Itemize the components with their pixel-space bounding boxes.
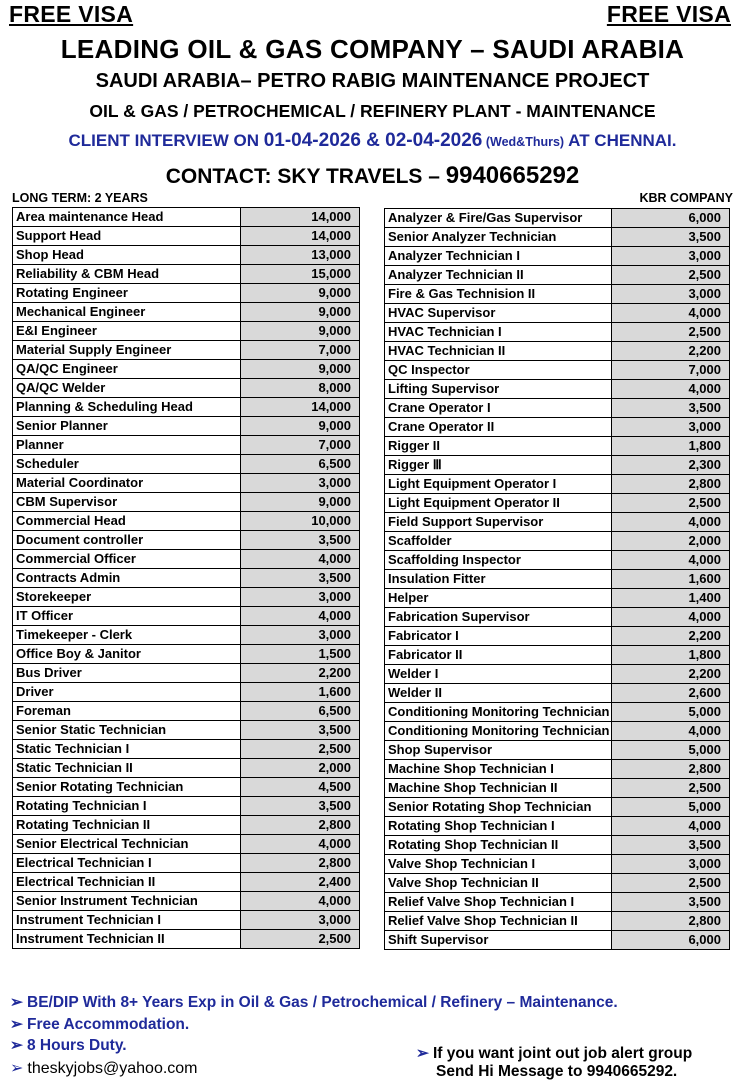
table-row xyxy=(385,247,730,266)
salary-value: 2,800 xyxy=(612,760,730,779)
table-row xyxy=(385,418,730,437)
salary-value: 5,000 xyxy=(612,703,730,722)
job-title: HVAC Supervisor xyxy=(385,304,612,323)
job-title: Scaffolding Inspector xyxy=(385,551,612,570)
salary-value: 2,800 xyxy=(612,475,730,494)
table-row xyxy=(385,342,730,361)
job-title: QC Inspector xyxy=(385,361,612,380)
table-row xyxy=(385,931,730,950)
table-row xyxy=(13,398,360,417)
table-row xyxy=(385,874,730,893)
salary-value: 5,000 xyxy=(612,798,730,817)
salary-value: 3,000 xyxy=(241,626,360,645)
table-row xyxy=(13,493,360,512)
table-row xyxy=(385,817,730,836)
salary-value: 2,400 xyxy=(241,873,360,892)
job-title: Rotating Shop Technician II xyxy=(385,836,612,855)
job-title: Area maintenance Head xyxy=(13,208,241,227)
salary-value: 4,000 xyxy=(612,722,730,741)
salary-value: 6,500 xyxy=(241,455,360,474)
table-row xyxy=(13,683,360,702)
salary-value: 4,000 xyxy=(241,835,360,854)
table-row xyxy=(385,741,730,760)
salary-value: 1,800 xyxy=(612,646,730,665)
job-title: Relief Valve Shop Technician I xyxy=(385,893,612,912)
salary-value: 4,000 xyxy=(241,892,360,911)
table-row xyxy=(385,475,730,494)
job-title: Bus Driver xyxy=(13,664,241,683)
job-title: Crane Operator II xyxy=(385,418,612,437)
table-row xyxy=(13,835,360,854)
job-title: Analyzer Technician II xyxy=(385,266,612,285)
job-title: Lifting Supervisor xyxy=(385,380,612,399)
left-jobs-table xyxy=(12,207,360,949)
job-title: Machine Shop Technician I xyxy=(385,760,612,779)
table-row xyxy=(13,246,360,265)
job-title: Rigger II xyxy=(385,437,612,456)
headline: LEADING OIL & GAS COMPANY – SAUDI ARABIA xyxy=(60,34,685,64)
table-row xyxy=(13,265,360,284)
table-row xyxy=(13,759,360,778)
table-row xyxy=(385,494,730,513)
job-title: Conditioning Monitoring Technician xyxy=(385,703,612,722)
job-title: QA/QC Engineer xyxy=(13,360,241,379)
sector-line: OIL & GAS / PETROCHEMICAL / REFINERY PLANT - MAINTENANCE xyxy=(89,101,656,121)
table-row xyxy=(13,626,360,645)
interview-prefix: CLIENT INTERVIEW ON xyxy=(68,131,264,150)
salary-value: 3,000 xyxy=(241,474,360,493)
table-row xyxy=(385,228,730,247)
salary-value: 2,500 xyxy=(612,874,730,893)
salary-value: 5,000 xyxy=(612,741,730,760)
job-title: Office Boy & Janitor xyxy=(13,645,241,664)
job-title: Fabricator II xyxy=(385,646,612,665)
salary-value: 3,000 xyxy=(241,588,360,607)
table-row xyxy=(385,361,730,380)
table-row xyxy=(13,816,360,835)
job-title: Analyzer Technician I xyxy=(385,247,612,266)
salary-value: 9,000 xyxy=(241,493,360,512)
table-row xyxy=(385,570,730,589)
table-row xyxy=(385,798,730,817)
job-title: Machine Shop Technician II xyxy=(385,779,612,798)
salary-value: 14,000 xyxy=(241,227,360,246)
job-title: Scheduler xyxy=(13,455,241,474)
job-title: Document controller xyxy=(13,531,241,550)
interview-days: (Wed&Thurs) xyxy=(482,135,565,149)
job-title: Senior Analyzer Technician xyxy=(385,228,612,247)
job-title: Planner xyxy=(13,436,241,455)
contact-line xyxy=(0,162,745,190)
table-row xyxy=(13,341,360,360)
job-title: Support Head xyxy=(13,227,241,246)
table-row xyxy=(385,760,730,779)
job-title: Scaffolder xyxy=(385,532,612,551)
salary-value: 4,000 xyxy=(612,817,730,836)
salary-value: 3,500 xyxy=(612,893,730,912)
table-row xyxy=(385,551,730,570)
table-row xyxy=(385,589,730,608)
job-title: E&I Engineer xyxy=(13,322,241,341)
salary-value: 4,000 xyxy=(241,607,360,626)
contact-label: CONTACT: SKY TRAVELS – xyxy=(165,165,446,188)
table-row xyxy=(13,778,360,797)
table-row xyxy=(13,455,360,474)
job-title: Contracts Admin xyxy=(13,569,241,588)
salary-value: 4,000 xyxy=(612,551,730,570)
job-title: Insulation Fitter xyxy=(385,570,612,589)
job-title: Driver xyxy=(13,683,241,702)
table-row xyxy=(385,627,730,646)
table-row xyxy=(385,399,730,418)
job-title: Instrument Technician I xyxy=(13,911,241,930)
job-title: Senior Static Technician xyxy=(13,721,241,740)
table-row xyxy=(385,646,730,665)
table-row xyxy=(385,893,730,912)
table-row xyxy=(385,855,730,874)
salary-value: 7,000 xyxy=(241,436,360,455)
table-row xyxy=(385,285,730,304)
table-row xyxy=(13,930,360,949)
salary-value: 2,300 xyxy=(612,456,730,475)
salary-value: 2,200 xyxy=(612,342,730,361)
free-visa-right: FREE VISA xyxy=(606,1,731,27)
job-title: Electrical Technician I xyxy=(13,854,241,873)
job-title: Rotating Technician II xyxy=(13,816,241,835)
table-row xyxy=(13,740,360,759)
alert-line-2: Send Hi Message to 9940665292. xyxy=(436,1063,678,1080)
table-row xyxy=(13,550,360,569)
salary-value: 1,600 xyxy=(241,683,360,702)
salary-value: 4,000 xyxy=(612,608,730,627)
job-title: Rotating Engineer xyxy=(13,284,241,303)
table-row xyxy=(385,779,730,798)
job-title: Relief Valve Shop Technician II xyxy=(385,912,612,931)
job-title: Shift Supervisor xyxy=(385,931,612,950)
table-row xyxy=(13,911,360,930)
salary-value: 2,500 xyxy=(241,740,360,759)
table-row xyxy=(13,607,360,626)
salary-value: 1,600 xyxy=(612,570,730,589)
salary-value: 2,500 xyxy=(241,930,360,949)
salary-value: 3,500 xyxy=(241,797,360,816)
email-link[interactable]: theskyjobs@yahoo.com xyxy=(27,1059,198,1077)
table-row xyxy=(13,702,360,721)
job-title: Field Support Supervisor xyxy=(385,513,612,532)
salary-value: 7,000 xyxy=(241,341,360,360)
job-title: Fire & Gas Technision II xyxy=(385,285,612,304)
company-label: KBR COMPANY xyxy=(639,191,733,205)
salary-value: 9,000 xyxy=(241,303,360,322)
job-title: HVAC Technician II xyxy=(385,342,612,361)
alert-line-1: ➢ If you want joint out job alert group xyxy=(416,1045,693,1062)
salary-value: 3,000 xyxy=(612,418,730,437)
table-row xyxy=(385,836,730,855)
job-title: Electrical Technician II xyxy=(13,873,241,892)
table-row xyxy=(13,512,360,531)
job-title: Reliability & CBM Head xyxy=(13,265,241,284)
salary-value: 2,800 xyxy=(241,816,360,835)
job-title: Helper xyxy=(385,589,612,608)
salary-value: 2,200 xyxy=(241,664,360,683)
salary-value: 14,000 xyxy=(241,398,360,417)
table-row xyxy=(385,266,730,285)
salary-value: 3,500 xyxy=(612,399,730,418)
salary-value: 2,500 xyxy=(612,779,730,798)
table-row xyxy=(13,721,360,740)
table-row xyxy=(13,322,360,341)
table-row xyxy=(13,303,360,322)
table-row xyxy=(13,873,360,892)
salary-value: 4,000 xyxy=(612,304,730,323)
table-row xyxy=(13,531,360,550)
job-title: Planning & Scheduling Head xyxy=(13,398,241,417)
table-row xyxy=(385,912,730,931)
table-row xyxy=(385,532,730,551)
salary-value: 3,500 xyxy=(241,569,360,588)
table-row xyxy=(13,227,360,246)
salary-value: 1,800 xyxy=(612,437,730,456)
salary-value: 8,000 xyxy=(241,379,360,398)
job-title: Valve Shop Technician I xyxy=(385,855,612,874)
salary-value: 4,000 xyxy=(612,513,730,532)
salary-value: 9,000 xyxy=(241,360,360,379)
job-title: Rigger Ⅲ xyxy=(385,456,612,475)
salary-value: 7,000 xyxy=(612,361,730,380)
table-row xyxy=(385,456,730,475)
table-row xyxy=(13,208,360,227)
salary-value: 2,800 xyxy=(241,854,360,873)
salary-value: 3,000 xyxy=(612,855,730,874)
salary-value: 9,000 xyxy=(241,417,360,436)
salary-value: 3,500 xyxy=(241,721,360,740)
table-row xyxy=(13,664,360,683)
salary-value: 3,000 xyxy=(612,247,730,266)
job-title: Commercial Officer xyxy=(13,550,241,569)
salary-value: 2,200 xyxy=(612,627,730,646)
table-row xyxy=(13,436,360,455)
job-title: Valve Shop Technician II xyxy=(385,874,612,893)
table-row xyxy=(13,417,360,436)
salary-value: 2,200 xyxy=(612,665,730,684)
salary-value: 2,500 xyxy=(612,323,730,342)
long-term-label: LONG TERM: 2 YEARS xyxy=(12,191,148,205)
table-row xyxy=(13,569,360,588)
salary-value: 2,500 xyxy=(612,494,730,513)
job-title: Fabrication Supervisor xyxy=(385,608,612,627)
job-title: Instrument Technician II xyxy=(13,930,241,949)
salary-value: 10,000 xyxy=(241,512,360,531)
job-title: Foreman xyxy=(13,702,241,721)
project-title: SAUDI ARABIA– PETRO RABIG MAINTENANCE PROJECT xyxy=(95,70,650,92)
table-row xyxy=(385,437,730,456)
job-title: Senior Electrical Technician xyxy=(13,835,241,854)
table-row xyxy=(385,665,730,684)
job-title: Static Technician I xyxy=(13,740,241,759)
right-jobs-table xyxy=(384,208,730,950)
job-title: CBM Supervisor xyxy=(13,493,241,512)
table-row xyxy=(385,304,730,323)
table-row xyxy=(385,703,730,722)
list-item: ➢ Free Accommodation. xyxy=(10,1015,190,1033)
interview-suffix: AT CHENNAI. xyxy=(564,131,677,150)
table-row xyxy=(385,323,730,342)
salary-value: 13,000 xyxy=(241,246,360,265)
arrow-bullet-icon: ➢ xyxy=(10,1037,23,1054)
salary-value: 15,000 xyxy=(241,265,360,284)
job-title: Senior Rotating Shop Technician xyxy=(385,798,612,817)
salary-value: 1,500 xyxy=(241,645,360,664)
job-title: IT Officer xyxy=(13,607,241,626)
salary-value: 3,500 xyxy=(612,228,730,247)
salary-value: 2,800 xyxy=(612,912,730,931)
arrow-bullet-icon: ➢ xyxy=(10,1059,24,1077)
table-row xyxy=(13,588,360,607)
interview-dates: 01-04-2026 & 02-04-2026 xyxy=(263,130,483,151)
table-row xyxy=(385,608,730,627)
salary-value: 6,000 xyxy=(612,931,730,950)
salary-value: 9,000 xyxy=(241,322,360,341)
job-title: Analyzer & Fire/Gas Supervisor xyxy=(385,209,612,228)
salary-value: 3,500 xyxy=(612,836,730,855)
job-title: Light Equipment Operator II xyxy=(385,494,612,513)
free-visa-left: FREE VISA xyxy=(9,1,134,27)
job-title: Rotating Shop Technician I xyxy=(385,817,612,836)
salary-value: 3,500 xyxy=(241,531,360,550)
arrow-bullet-icon: ➢ xyxy=(10,1015,23,1033)
salary-value: 2,500 xyxy=(612,266,730,285)
job-alert-note xyxy=(416,1044,692,1081)
table-row xyxy=(13,474,360,493)
salary-value: 9,000 xyxy=(241,284,360,303)
salary-value: 4,000 xyxy=(612,380,730,399)
job-title: Mechanical Engineer xyxy=(13,303,241,322)
job-title: Senior Planner xyxy=(13,417,241,436)
job-title: Timekeeper - Clerk xyxy=(13,626,241,645)
job-title: Welder II xyxy=(385,684,612,703)
job-title: Commercial Head xyxy=(13,512,241,531)
job-title: Crane Operator I xyxy=(385,399,612,418)
list-item: ➢ BE/DIP With 8+ Years Exp in Oil & Gas / Petrochemical / Refinery – Maintenance. xyxy=(10,994,618,1011)
salary-value: 3,000 xyxy=(241,911,360,930)
job-title: Shop Head xyxy=(13,246,241,265)
arrow-bullet-icon: ➢ xyxy=(416,1045,429,1062)
job-title: Storekeeper xyxy=(13,588,241,607)
table-row xyxy=(13,892,360,911)
salary-value: 3,000 xyxy=(612,285,730,304)
salary-value: 6,500 xyxy=(241,702,360,721)
contact-phone: 9940665292 xyxy=(445,162,580,189)
job-title: Material Coordinator xyxy=(13,474,241,493)
table-row xyxy=(13,797,360,816)
table-row xyxy=(13,284,360,303)
salary-value: 1,400 xyxy=(612,589,730,608)
job-title: Fabricator I xyxy=(385,627,612,646)
salary-value: 14,000 xyxy=(241,208,360,227)
table-row xyxy=(385,722,730,741)
salary-value: 2,000 xyxy=(612,532,730,551)
salary-value: 6,000 xyxy=(612,209,730,228)
arrow-bullet-icon: ➢ xyxy=(10,994,23,1011)
interview-line xyxy=(0,130,745,152)
table-row xyxy=(385,380,730,399)
table-row xyxy=(385,513,730,532)
job-title: Light Equipment Operator I xyxy=(385,475,612,494)
job-title: QA/QC Welder xyxy=(13,379,241,398)
job-title: Senior Instrument Technician xyxy=(13,892,241,911)
salary-value: 2,600 xyxy=(612,684,730,703)
salary-value: 4,000 xyxy=(241,550,360,569)
job-title: Senior Rotating Technician xyxy=(13,778,241,797)
table-row xyxy=(13,379,360,398)
job-title: Static Technician II xyxy=(13,759,241,778)
table-row xyxy=(13,360,360,379)
salary-value: 2,000 xyxy=(241,759,360,778)
table-row xyxy=(385,684,730,703)
table-row xyxy=(13,854,360,873)
job-title: Shop Supervisor xyxy=(385,741,612,760)
job-title: Welder I xyxy=(385,665,612,684)
job-title: Conditioning Monitoring Technician xyxy=(385,722,612,741)
salary-value: 4,500 xyxy=(241,778,360,797)
job-title: Material Supply Engineer xyxy=(13,341,241,360)
job-title: Rotating Technician I xyxy=(13,797,241,816)
table-row xyxy=(13,645,360,664)
job-title: HVAC Technician I xyxy=(385,323,612,342)
list-item: ➢ 8 Hours Duty. xyxy=(10,1037,127,1054)
table-row xyxy=(385,209,730,228)
